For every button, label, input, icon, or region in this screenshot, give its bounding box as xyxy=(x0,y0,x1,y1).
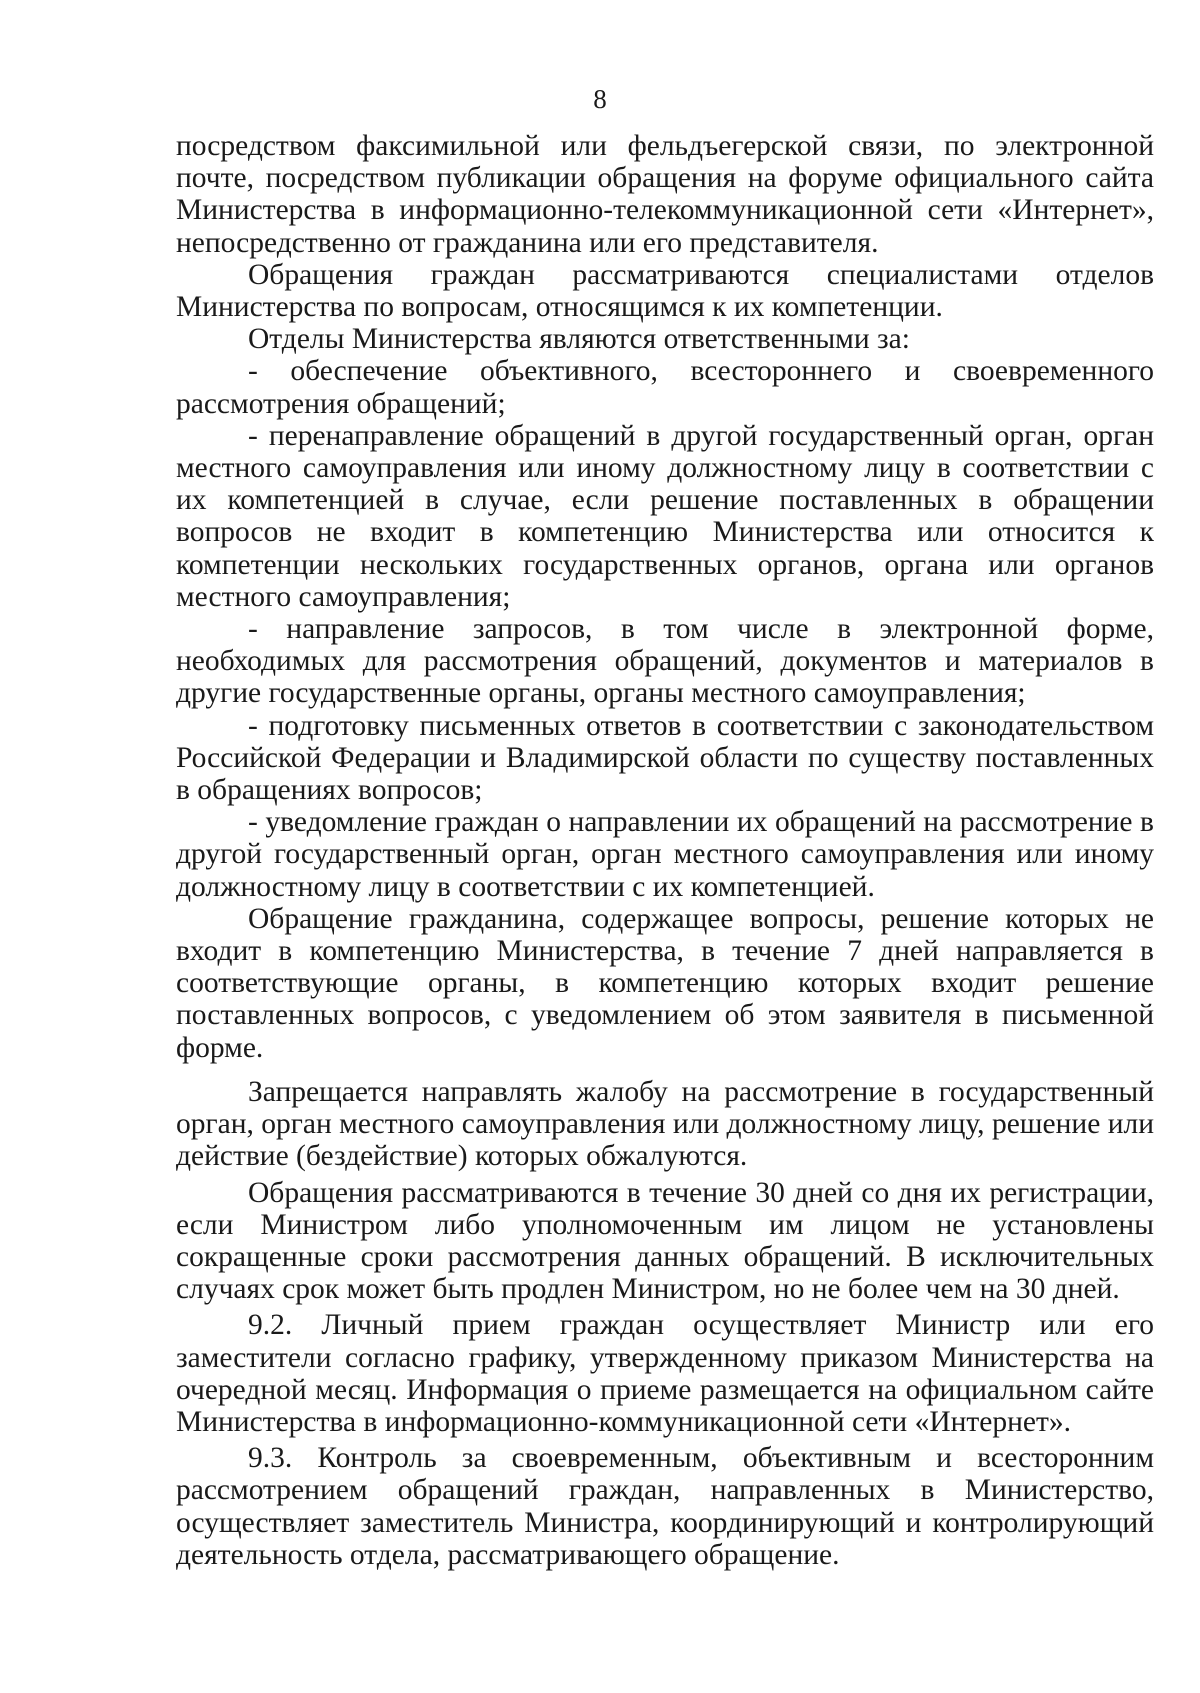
list-item-objective-review: - обеспечение объективного, всестороннего и своевременного рассмотрения обращений; xyxy=(176,355,1154,420)
paragraph-responsibilities-intro: Отделы Министерства являются ответственными за: xyxy=(248,323,910,356)
list-item-notification: - уведомление граждан о направлении их обращений на рассмотрение в другой государственный орган, орган местного самоуправления или иному должностному лицу в соответствии с их компетенцией. xyxy=(176,806,1154,903)
paragraph-9-2-personal-reception: 9.2. Личный прием граждан осуществляет Министр или его заместители согласно графику, утвержденному приказом Министерства на очередной месяц. Информация о приеме размещается на официальном сайте Министерства в информационно-коммуникационной сети «Интернет». xyxy=(176,1309,1154,1438)
document-body xyxy=(176,130,1154,1571)
paragraph-review-by-departments: Обращения граждан рассматриваются специалистами отделов Министерства по вопросам, относящимся к их компетенции. xyxy=(176,258,1154,324)
paragraph-delivery-methods: посредством факсимильной или фельдъегерской связи, по электронной почте, посредством публикации обращения на форуме официального сайта Министерства в информационно-телекоммуникационной сети «Интернет», непосредственно от гражданина или его представителя. xyxy=(176,130,1154,259)
page-number: 8 xyxy=(593,84,607,114)
list-item-redirection: - перенаправление обращений в другой государственный орган, орган местного самоуправления или иному должностному лицу в соответствии с их компетенцией в случае, если решение поставленных в обращении вопросов не входит в компетенцию Министерства или относится к компетенции нескольких государственных органов, органа или органов местного самоуправления; xyxy=(176,419,1154,613)
paragraph-complaint-prohibition: Запрещается направлять жалобу на рассмотрение в государственный орган, орган местного самоуправления или должностному лицу, решение или действие (бездействие) которых обжалуются. xyxy=(176,1075,1154,1173)
list-item-written-answers: - подготовку письменных ответов в соответствии с законодательством Российской Федерации и Владимирской области по существу поставленных в обращениях вопросов; xyxy=(176,709,1154,807)
paragraph-forwarding-7-days: Обращение гражданина, содержащее вопросы, решение которых не входит в компетенцию Министерства, в течение 7 дней направляется в соответствующие органы, в компетенцию которых входит решение поставленных вопросов, с уведомлением об этом заявителя в письменной форме. xyxy=(176,902,1154,1064)
list-item-requests: - направление запросов, в том числе в электронной форме, необходимых для рассмотрения обращений, документов и материалов в другие государственные органы, органы местного самоуправления; xyxy=(176,613,1154,710)
paragraph-30-days: Обращения рассматриваются в течение 30 дней со дня их регистрации, если Министром либо уполномоченным им лицом не установлены сокращенные сроки рассмотрения данных обращений. В исключительных случаях срок может быть продлен Министром, но не более чем на 30 дней. xyxy=(176,1176,1154,1306)
paragraph-9-3-control: 9.3. Контроль за своевременным, объективным и всесторонним рассмотрением обращений граждан, направленных в Министерство, осуществляет заместитель Министра, координирующий и контролирующий деятельность отдела, рассматривающего обращение. xyxy=(176,1442,1154,1571)
